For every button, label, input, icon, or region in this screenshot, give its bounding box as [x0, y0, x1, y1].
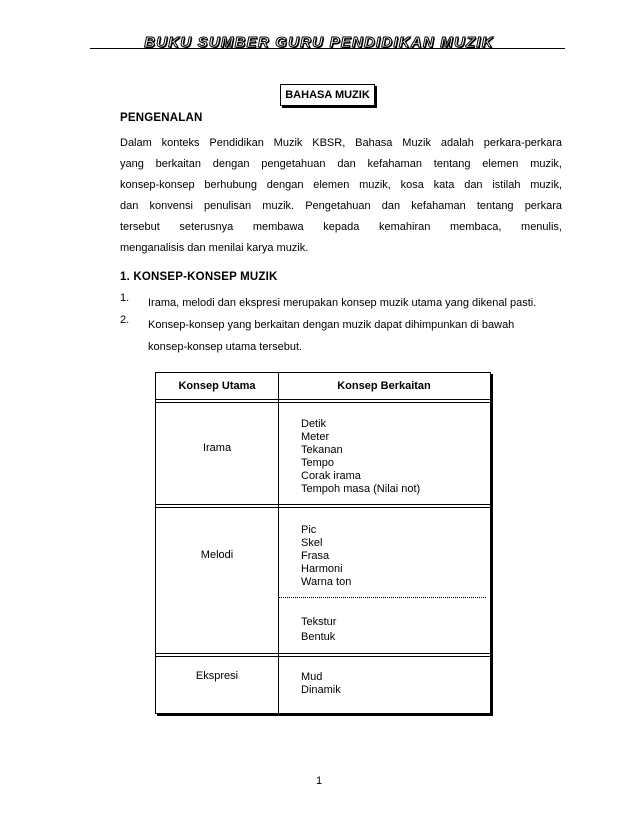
intro-heading: PENGENALAN [120, 112, 203, 124]
table-row-divider [156, 653, 490, 654]
related-item: Detik [301, 418, 327, 430]
related-concepts-irama [301, 418, 420, 496]
related-concepts-melodi [301, 524, 351, 589]
list-text: Irama, melodi dan ekspresi merupakan konsep muzik utama yang dikenal pasti. [148, 297, 537, 309]
table-row-divider [156, 399, 490, 400]
main-concept-ekspresi: Ekspresi [195, 670, 239, 682]
section-title: BAHASA MUZIK [285, 89, 370, 101]
related-item: Pic [301, 524, 317, 536]
related-item: Corak irama [301, 470, 361, 482]
related-concepts-ekspresi [301, 671, 341, 697]
header-rule [90, 48, 565, 49]
main-concept-melodi: Melodi [200, 549, 234, 561]
list-item [120, 292, 570, 314]
list-number: 1. [120, 292, 130, 304]
related-item: Tempoh masa (Nilai not) [301, 483, 421, 495]
related-item: Harmoni [301, 563, 343, 575]
related-item: Warna ton [301, 576, 352, 588]
related-item: Dinamik [301, 684, 341, 696]
table-header-main: Konsep Utama [178, 380, 256, 392]
related-item: Skel [301, 537, 323, 549]
list-number: 2. [120, 314, 130, 326]
related-concepts-melodi-extra [301, 615, 336, 645]
table-dotted-divider [278, 597, 486, 598]
intro-line: menganalisis dan menilai karya muzik. [120, 242, 309, 254]
main-concept-irama: Irama [202, 442, 232, 454]
book-title: BUKU SUMBER GURU PENDIDIKAN MUZIK [144, 34, 494, 51]
section-title-box [280, 84, 375, 106]
related-item: Tekanan [301, 444, 343, 456]
table-header-related: Konsep Berkaitan [337, 380, 431, 392]
related-item: Bentuk [301, 631, 336, 643]
table-row-divider [156, 504, 490, 505]
section1-heading: 1. KONSEP-KONSEP MUZIK [120, 271, 278, 283]
page-number: 1 [315, 775, 323, 787]
intro-line: yang berkaitan dengan pengetahuan dan kefahaman tentang elemen muzik, [120, 158, 562, 170]
table-row-divider [156, 656, 490, 657]
intro-line: konsep-konsep berhubung dengan elemen muzik, kosa kata dan istilah muzik, [120, 179, 562, 191]
related-item: Frasa [301, 550, 330, 562]
related-item: Tempo [301, 457, 335, 469]
list-text: konsep-konsep utama tersebut. [148, 341, 303, 353]
related-item: Meter [301, 431, 330, 443]
intro-line: Dalam konteks Pendidikan Muzik KBSR, Bahasa Muzik adalah perkara-perkara [120, 137, 562, 149]
concept-table [155, 372, 491, 714]
table-row-divider [156, 402, 490, 403]
list-text: Konsep-konsep yang berkaitan dengan muzik dapat dihimpunkan di bawah [148, 319, 515, 331]
intro-paragraph [120, 133, 562, 259]
table-row-divider [156, 507, 490, 508]
table-column-divider [278, 373, 279, 713]
list-item [120, 314, 570, 358]
concept-list [120, 292, 570, 358]
related-item: Mud [301, 671, 323, 683]
intro-line: dan konvensi penulisan muzik. Pengetahuan dan kefahaman tentang perkara [120, 200, 562, 212]
intro-line: tersebut seterusnya membawa kepada kemahiran membaca, menulis, [120, 221, 562, 233]
related-item: Tekstur [301, 616, 337, 628]
